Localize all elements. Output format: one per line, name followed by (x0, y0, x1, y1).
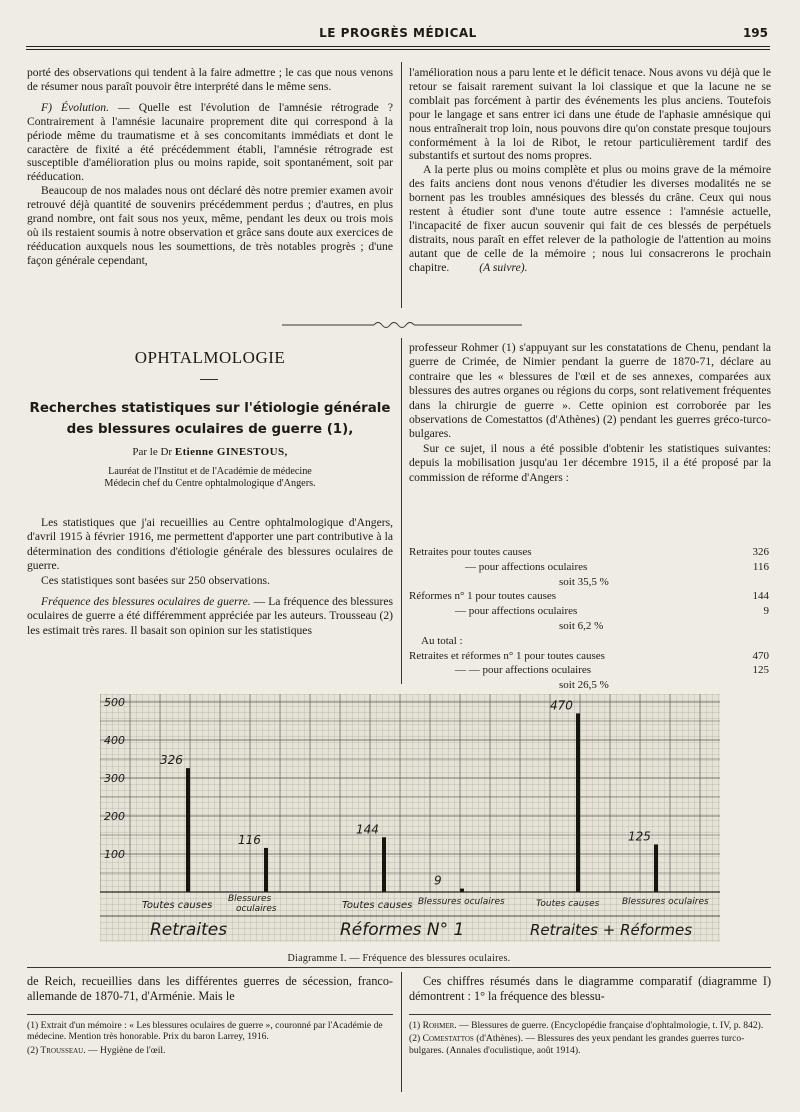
cat-label: Blessures oculaires (418, 897, 505, 907)
article-title-line: Recherches statistiques sur l'étiologie générale (29, 401, 391, 416)
author-affiliation (27, 466, 393, 491)
y-tick-label: 100 (104, 848, 125, 861)
stat-label: — pour affections oculaires (455, 605, 578, 618)
stat-label: soit 6,2 % (559, 619, 604, 632)
affiliation-line: Médecin chef du Centre ophtalmologique d'Angers. (104, 478, 316, 490)
bar (576, 713, 580, 892)
paragraph: Les statistiques que j'ai recueillies au Centre ophtalmologique d'Angers, d'avril 1915 à février 1916, me permettent d'apporter une part contributive à la détermination des conditions d'étiologie générale des blessures oculaires de guerre. (27, 516, 393, 573)
paragraph: Beaucoup de nos malades nous ont déclaré dès notre premier examen avoir retrouvé déjà quantité de souvenirs précédemment perdus ; d'autres, en plus grand nombre, ont fait sous nos yeux, même, pendant les deux ou trois mois où ils restaient soumis à notre observation et grâce sans doute aux exercices de rééducation auxquels nous les soumettions, de très notables progrès ; d'une façon générale cependant, (27, 184, 393, 267)
paragraph (27, 595, 393, 638)
group-label: Retraites (150, 920, 228, 940)
bottom-right-column (409, 974, 771, 1004)
paragraph-text: — Quelle est l'évolution de l'amnésie rétrograde ? Contrairement à l'amnésie lacunaire proprement dite qui correspond à la période même du traumatisme et à ses concomitants immédiats et dont le caractère de fixité a été précédemment établi, l'amnésie rétrograde est susceptible d'amélioration plus ou moins rapide, soit spontanément, soit par rééducation. (27, 100, 393, 184)
footnote (27, 1045, 393, 1056)
cat-label: Toutes causes (536, 899, 600, 909)
stat-label: — pour affections oculaires (465, 560, 588, 573)
paragraph-text: — La fréquence des blessures oculaires de guerre a été différemment appréciée par les auteurs. Trousseau (2) les estimait très rares. Il basait son opinion sur les statistiques (27, 595, 393, 637)
byline (27, 446, 393, 460)
footnote-author: (2) Trousseau. (27, 1044, 86, 1056)
footnotes-right (409, 1020, 771, 1058)
decorative-separator (282, 318, 522, 332)
bar (382, 837, 386, 892)
stat-value: 326 (752, 546, 769, 558)
cat-label: Toutes causes (342, 900, 413, 911)
figure-caption: Diagramme I. — Fréquence des blessures oculaires. (287, 953, 511, 964)
middle-right-column (409, 341, 771, 485)
y-tick-label: 300 (104, 772, 125, 785)
stat-label: — — pour affections oculaires (455, 664, 592, 677)
stat-value: 9 (763, 605, 769, 618)
paragraph (409, 163, 771, 274)
section-title: OPHTALMOLOGIE (134, 348, 286, 367)
footnote-rule (409, 1014, 771, 1015)
stat-row (409, 545, 771, 560)
stat-row (409, 589, 771, 604)
page-number: 195 (742, 26, 768, 40)
middle-left-column (27, 516, 393, 638)
footnote: (1) Extrait d'un mémoire : « Les blessures oculaires de guerre », couronné par l'Académie de médecine. Mention très honorable. Prix du baron Larrey, 1916. (27, 1020, 383, 1043)
stat-row (409, 649, 771, 664)
stat-label: soit 26,5 % (559, 679, 609, 692)
bar-value-label: 144 (356, 822, 379, 837)
stat-value: 144 (752, 590, 769, 603)
subheading-frequence: Fréquence des blessures oculaires de guerre. (41, 595, 251, 609)
group-label: Retraites + Réformes (530, 921, 693, 939)
paragraph: l'amélioration nous a paru lente et le déficit tenace. Nous avons vu déjà que le retour se faisait rarement suivant la loi classique et que la lacune ne se comblait pas forcément à partir des événements les plus anciens. Toutefois pour le langage et sans entrer ici dans une étude de l'aphasie amnésique qui nous entraînerait trop loin, nous pouvons dire qu'on constate presque toujours conformément à la loi de Ribot, le retour particulièrement tardif des substantifs et surtout des noms propres. (409, 66, 771, 163)
bar-value-label: 125 (628, 829, 651, 844)
bar-value-label: 116 (238, 832, 261, 847)
paragraph: Ces chiffres résumés dans le diagramme comparatif (diagramme I) démontrent : 1° la fréquence des blessu- (409, 974, 771, 1003)
stat-row (455, 604, 771, 619)
bar (264, 848, 268, 892)
stat-value: 125 (752, 664, 769, 677)
column-divider (401, 338, 402, 684)
frequency-bar-chart (100, 694, 720, 942)
article-title (27, 398, 393, 440)
bar (654, 845, 658, 893)
header-rule (26, 46, 770, 50)
a-suivre: (A suivre). (479, 260, 528, 274)
stat-row (465, 560, 771, 575)
stat-row (455, 663, 771, 678)
footnote (409, 1020, 771, 1031)
top-right-column (409, 66, 771, 275)
bottom-left-column (27, 974, 393, 1004)
cat-label: Toutes causes (142, 900, 213, 911)
footnote-author: (1) Rohmer. (409, 1020, 457, 1031)
y-tick-label: 500 (104, 696, 125, 709)
footnote-text: (d'Athènes). — Blessures des yeux pendant les grandes guerres turco-bulgares. (Annales d'oculistique, août 1914). (409, 1033, 745, 1056)
y-tick-label: 200 (104, 810, 125, 823)
stat-label: soit 35,5 % (559, 575, 609, 588)
footnote-rule (27, 1014, 393, 1015)
paragraph (27, 101, 393, 184)
footnotes-left (27, 1020, 393, 1058)
stat-label: Retraites pour toutes causes (409, 546, 532, 558)
cat-label: Blessures oculaires (622, 897, 709, 907)
paragraph: Ces statistiques sont basées sur 250 observations. (41, 573, 270, 587)
paragraph: Sur ce sujet, il nous a été possible d'obtenir les statistiques suivantes: depuis la mobilisation jusqu'au 1er décembre 1915, il a été proposé par la commission de réforme d'Angers : (409, 441, 771, 484)
stat-row (409, 619, 771, 634)
bar-value-label: 326 (160, 753, 183, 768)
stat-label: Retraites et réformes n° 1 pour toutes causes (409, 649, 605, 662)
paragraph: professeur Rohmer (1) s'appuyant sur les constatations de Chenu, pendant la guerre de Crimée, de Nimier pendant la guerre de 1870-71, déclare au contraire que les « blessures de l'œil et de ses annexes, comparées aux blessures des autres organes ou régions du corps, sont relativement fréquentes dans la chirurgie de guerre ». Cette opinion est corroborée par les observations de Comestattos (d'Athènes) (2) pendant les guerres gréco-turco-bulgares. (409, 341, 771, 441)
stat-value: 116 (752, 560, 769, 573)
author-name: Etienne GINESTOUS, (174, 446, 288, 458)
group-label: Réformes N° 1 (340, 920, 465, 940)
affiliation-line: Lauréat de l'Institut et de l'Académie de médecine (108, 466, 312, 477)
subheading-evolution: F) Évolution. (41, 100, 109, 114)
stat-label: Réformes n° 1 pour toutes causes (409, 590, 557, 603)
caption-rule (27, 967, 771, 968)
stat-row (409, 678, 771, 693)
stat-label: Au total : (421, 634, 463, 647)
column-divider (401, 972, 402, 1092)
top-left-column (27, 66, 393, 268)
footnote (409, 1033, 771, 1056)
cat-label: oculaires (236, 904, 277, 914)
footnote-text: — Hygiène de l'œil. (85, 1044, 166, 1056)
bar-value-label: 9 (434, 873, 442, 888)
footnote-author: (2) Comestattos (409, 1033, 474, 1045)
paragraph: de Reich, recueillies dans les différentes guerres de sécession, franco-allemande de 1870-71, d'Arménie. Mais le (27, 974, 393, 1003)
footnote-text: — Blessures de guerre. (Encyclopédie française d'ophtalmologie, t. IV, p. 842). (456, 1020, 764, 1031)
column-divider (401, 62, 402, 308)
stat-value: 470 (752, 649, 769, 662)
paragraph-text: A la perte plus ou moins complète et plus ou moins grave de la mémoire des faits anciens dont nous venons d'étudier les diverses modalités ne se bornent pas les troubles amnésiques des blessés du crâne. Ceux qui nous restent à étudier sont d'une toute autre essence : l'amnésie actuelle, l'incapacité de fixer aucun souvenir qui fait de ces blessés de perpétuels distraits, nous paraît en effet relever de la pathologie de l'attention au moins autant que de celle de la mémoire ; nous lui consacrerons le prochain chapitre. (409, 163, 771, 274)
bar-value-label: 470 (550, 698, 573, 713)
byline-prefix: Par le Dr (132, 446, 175, 458)
stat-row (421, 634, 771, 649)
cat-label: Blessures (228, 894, 272, 904)
section-rule (200, 379, 218, 380)
stat-row (409, 575, 771, 590)
statistics-table (409, 545, 771, 693)
y-tick-label: 400 (104, 734, 125, 747)
running-header (26, 27, 770, 43)
paragraph: porté des observations qui tendent à la faire admettre ; le cas que nous venons de résumer nous paraît pouvoir être interprété dans le même sens. (27, 66, 393, 93)
bar (186, 768, 190, 892)
article-title-line: des blessures oculaires de guerre (1), (66, 422, 354, 437)
journal-title: LE PROGRÈS MÉDICAL (319, 26, 477, 40)
